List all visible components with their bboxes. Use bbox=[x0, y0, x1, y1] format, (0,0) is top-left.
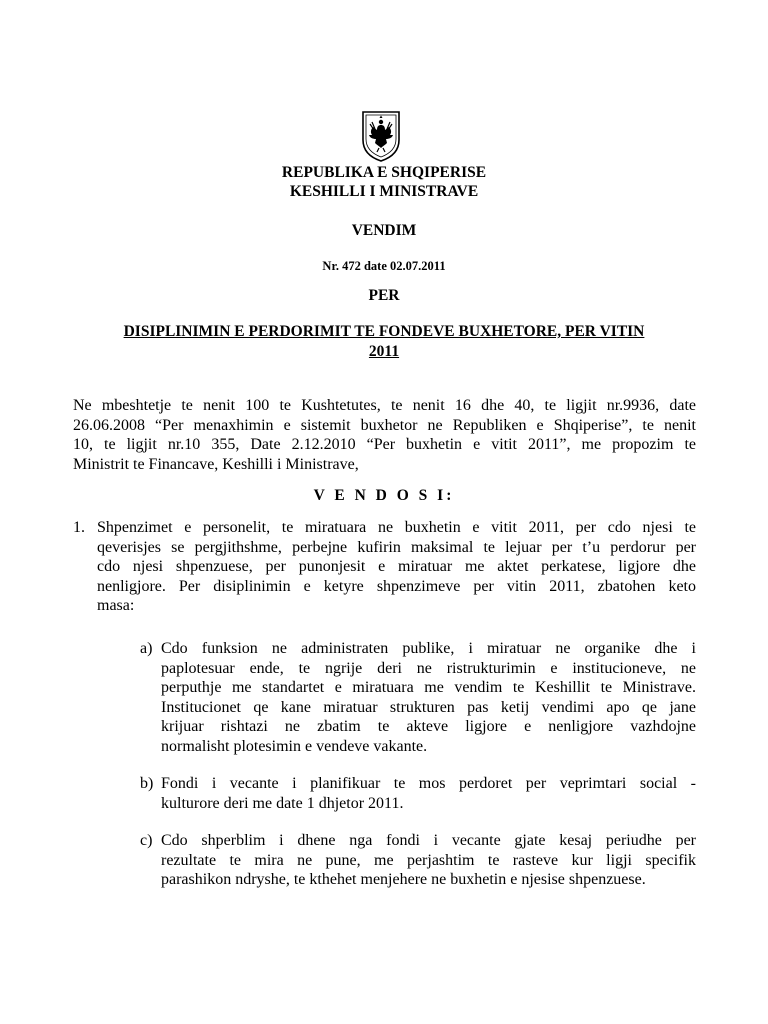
item-line: nenligjore. Per disiplinimin e ketyre shpenzimeve per vitin 2011, zbatohen keto bbox=[97, 577, 696, 595]
country-heading: REPUBLIKA E SHQIPERISE bbox=[281, 164, 487, 181]
document-type-heading: VENDIM bbox=[351, 222, 417, 239]
intro-line: Ne mbeshtetje te nenit 100 te Kushtetutes, te nenit 16 dhe 40, te ligjit nr.9936, date bbox=[73, 397, 696, 414]
item-line: qeverisjes se pergjithshme, perbejne kufirin maksimal te lejuar per t’u perdorur per bbox=[97, 538, 696, 556]
item-line: masa: bbox=[97, 597, 135, 615]
item-number: 1. bbox=[73, 519, 85, 536]
intro-paragraph bbox=[73, 396, 696, 474]
decision-number: Nr. 472 date 02.07.2011 bbox=[322, 259, 446, 273]
decision-title-line-2: 2011 bbox=[368, 343, 400, 360]
subitem-line: perputhje me standartet e miratuara me vendim te Keshillit te Ministrave. bbox=[161, 679, 696, 697]
subitem-label: b) bbox=[140, 775, 154, 792]
council-heading: KESHILLI I MINISTRAVE bbox=[289, 183, 479, 200]
subitem-label: c) bbox=[140, 832, 153, 849]
subitem-c-paragraph bbox=[161, 831, 696, 890]
intro-line: Ministrit te Financave, Keshilli i Ministrave, bbox=[73, 455, 359, 473]
subitem-line: krijuar rishtazi ne zbatim te akteve ligjore e nenligjore vazhdojne bbox=[161, 718, 696, 736]
subitem-a-paragraph bbox=[161, 639, 696, 757]
item-line: cdo njesi shpenzuese, per punonjesit e miratuar me aktet perkatese, ligjore dhe bbox=[97, 558, 696, 576]
intro-line: 26.06.2008 “Per menaxhimin e sistemit buxhetor ne Republiken e Shqiperise”, te nenit bbox=[73, 416, 696, 434]
subitem-line: kulturore deri me date 1 dhjetor 2011. bbox=[161, 794, 404, 812]
subitem-line: Cdo shperblim i dhene nga fondi i vecante gjate kesaj periudhe per bbox=[161, 832, 696, 849]
subitem-b-paragraph bbox=[161, 774, 696, 813]
subitem-label: a) bbox=[140, 640, 153, 657]
subitem-line: normalisht plotesimin e vendeve vakante. bbox=[161, 737, 428, 755]
albanian-coat-of-arms-emblem bbox=[360, 110, 402, 162]
subitem-line: rezultate te mira ne pune, me perjashtim te rasteve kur ligji specifik bbox=[161, 851, 696, 869]
decision-title bbox=[0, 322, 768, 362]
subitem-line: parashikon ndryshe, te kthehet menjehere ne buxhetin e njesise shpenzuese. bbox=[161, 871, 646, 889]
intro-line: 10, te ligjit nr.10 355, Date 2.12.2010 “Per buxhetin e vitit 2011”, me propozim te bbox=[73, 436, 696, 454]
subitem-line: Cdo funksion ne administraten publike, i miratuar ne organike dhe i bbox=[161, 640, 696, 657]
subitem-line: paplotesuar ende, te ngrije deri ne ristrukturimin e institucioneve, ne bbox=[161, 659, 696, 677]
per-heading: PER bbox=[368, 287, 400, 304]
subitem-line: Institucionet qe kane miratuar strukturen pas ketij vendimi apo qe jane bbox=[161, 698, 696, 716]
item-line: Shpenzimet e personelit, te miratuara ne buxhetin e vitit 2011, per cdo njesi te bbox=[97, 519, 696, 536]
decision-title-line-1: DISIPLINIMIN E PERDORIMIT TE FONDEVE BUXHETORE, PER VITIN bbox=[123, 323, 645, 340]
subitem-line: Fondi i vecante i planifikuar te mos perdoret per veprimtari social - bbox=[161, 775, 696, 792]
item-1-paragraph bbox=[97, 518, 696, 616]
vendosi-heading: V E N D O S I: bbox=[313, 487, 455, 504]
